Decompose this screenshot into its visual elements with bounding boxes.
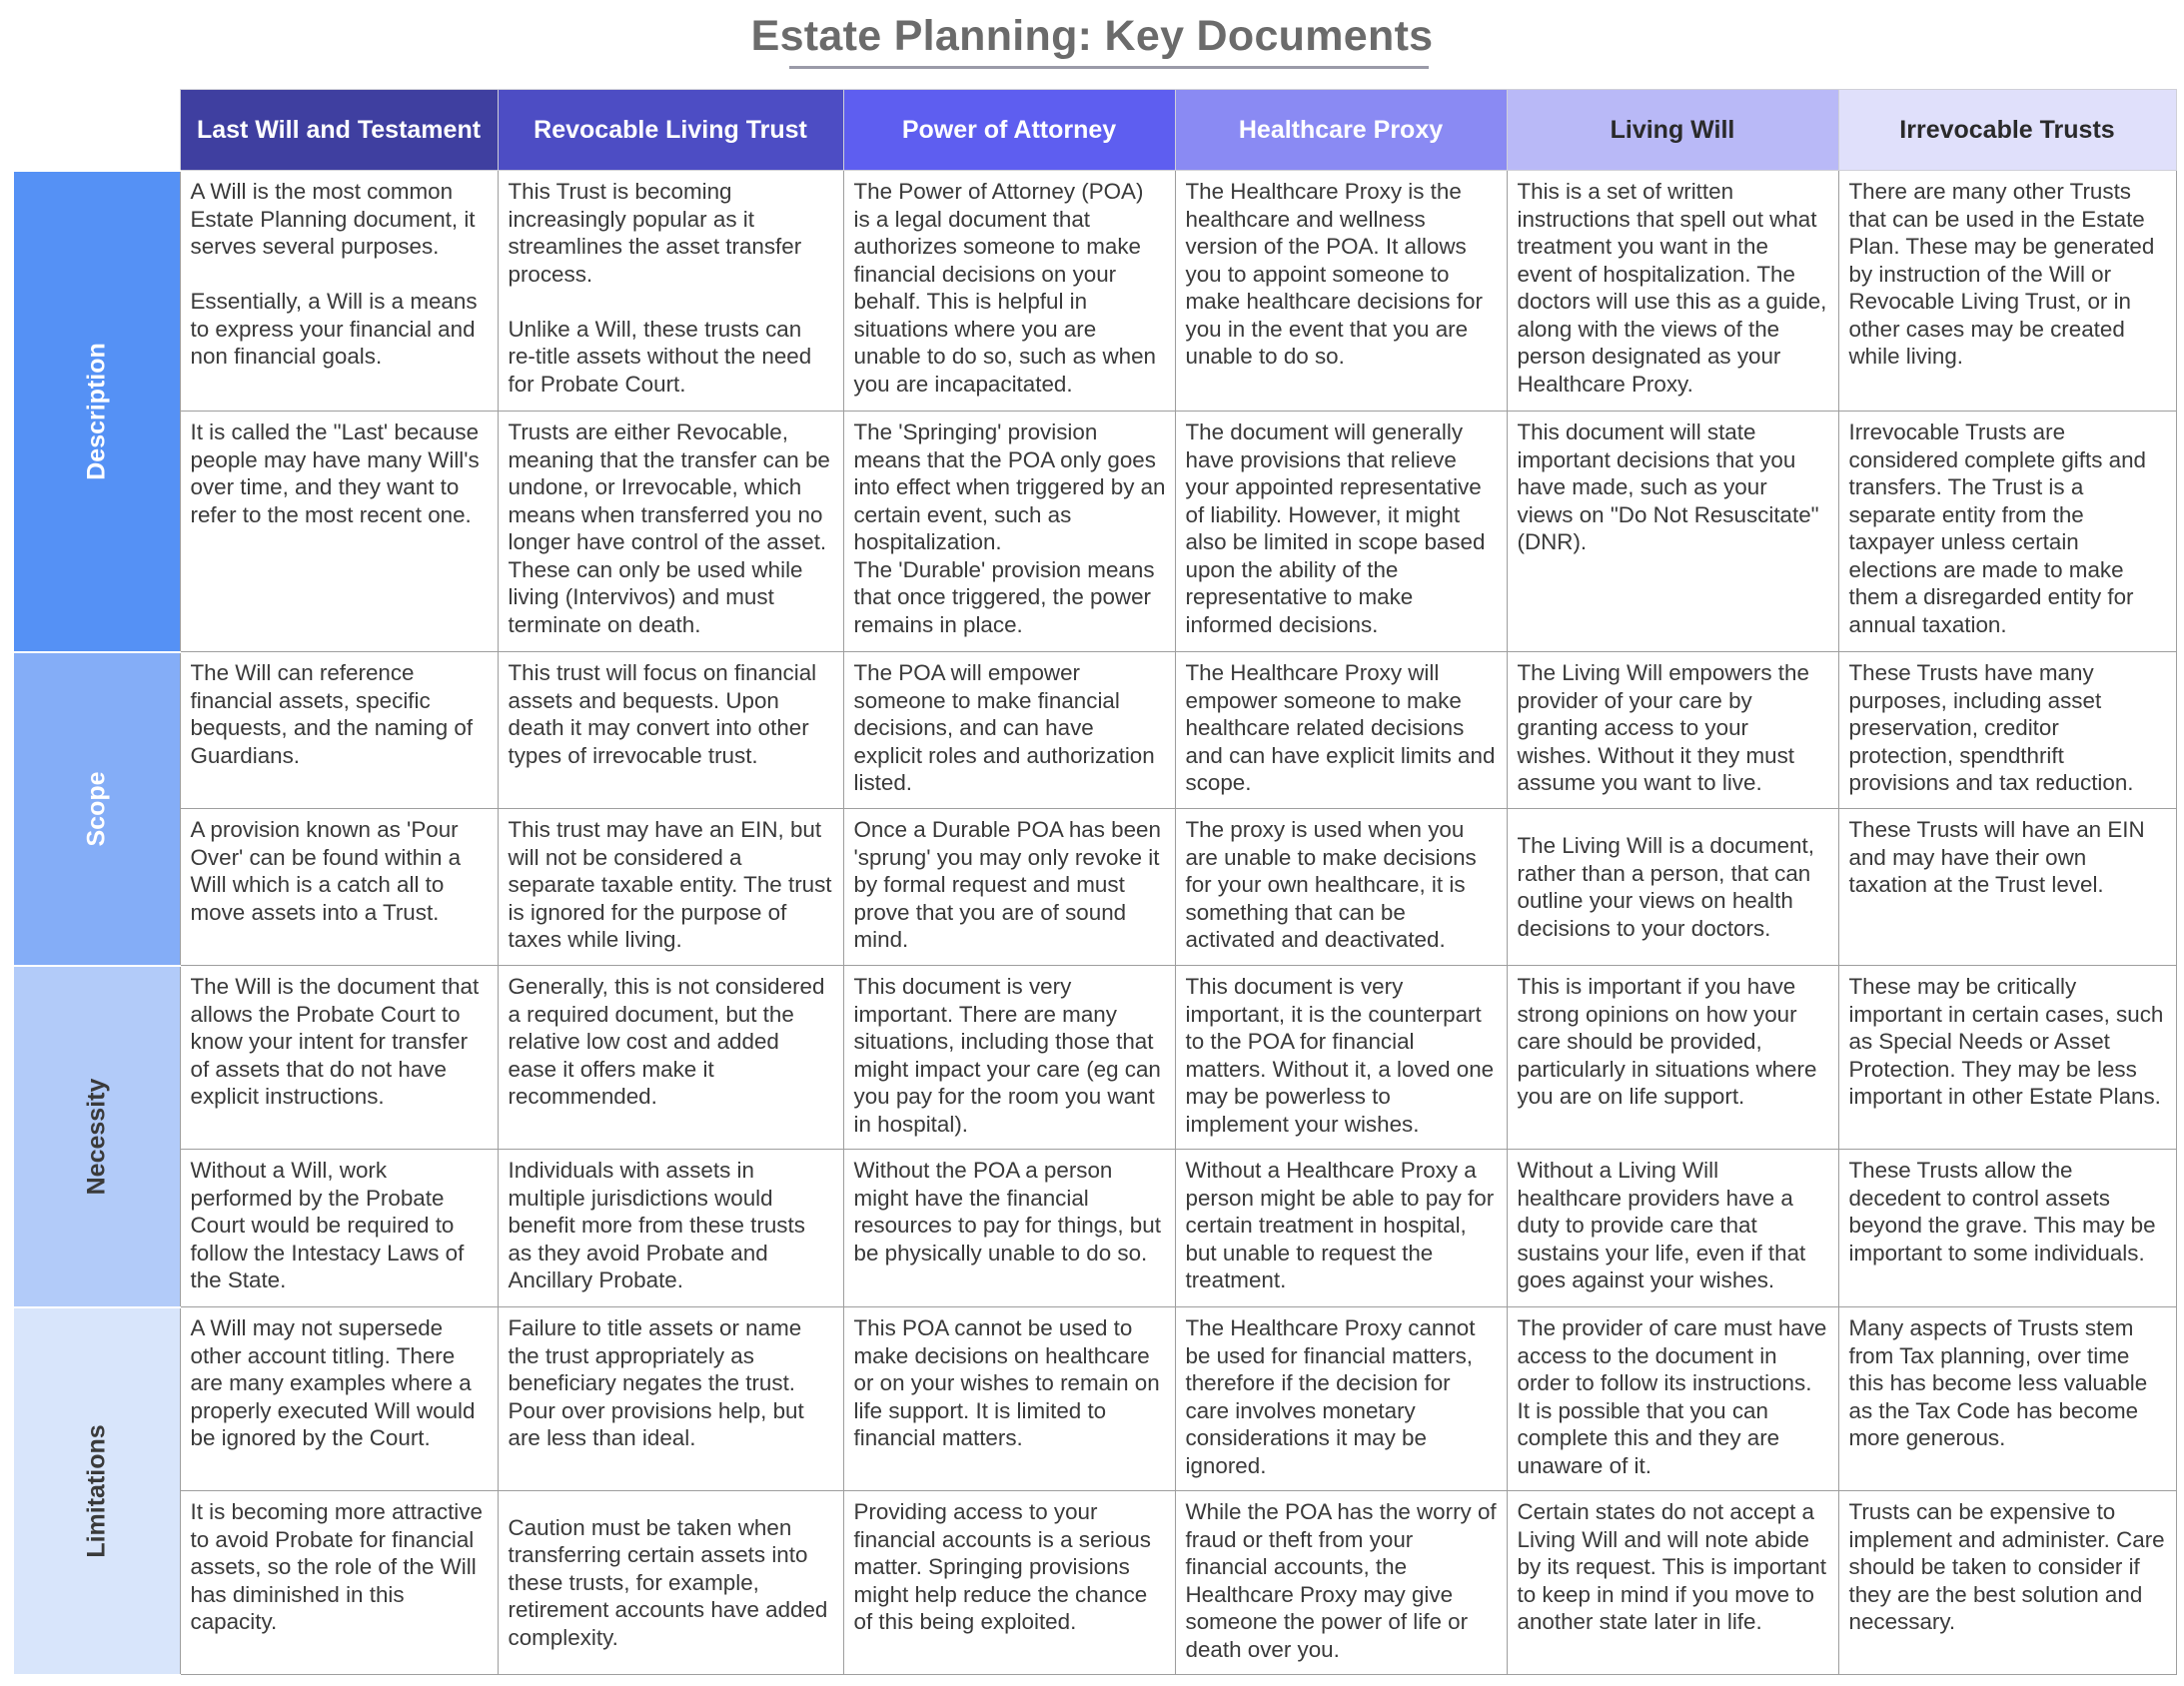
table-cell: Without a Will, work performed by the Probate Court would be required to follow the Intestacy Laws of the State. bbox=[180, 1150, 498, 1307]
table-cell: The Power of Attorney (POA) is a legal document that authorizes someone to make financial decisions on your behalf. This is helpful in situations where you are unable to do so, such as when you are incapacitated. bbox=[843, 171, 1175, 412]
column-header-power-of-attorney: Power of Attorney bbox=[843, 90, 1175, 171]
table-cell: This trust will focus on financial assets and bequests. Upon death it may convert into other types of irrevocable trust. bbox=[498, 652, 843, 809]
table-cell: The Will can reference financial assets, specific bequests, and the naming of Guardians. bbox=[180, 652, 498, 809]
table-cell: The Healthcare Proxy will empower someone to make healthcare related decisions and can have explicit limits and scope. bbox=[1175, 652, 1507, 809]
table-cell: The Will is the document that allows the Probate Court to know your intent for transfer of assets that do not have explicit instructions. bbox=[180, 966, 498, 1150]
table-cell: Many aspects of Trusts stem from Tax planning, over time this has become less valuable as the Tax Code has become more generous. bbox=[1838, 1307, 2176, 1491]
table-cell: This is important if you have strong opinions on how your care should be provided, particularly in situations where you are on life support. bbox=[1507, 966, 1838, 1150]
row-header-label: Description bbox=[82, 342, 111, 480]
title-underline bbox=[789, 66, 1429, 69]
table-cell: Without a Healthcare Proxy a person might be able to pay for certain treatment in hospital, but unable to request the treatment. bbox=[1175, 1150, 1507, 1307]
table-row bbox=[14, 809, 2176, 966]
table-cell: Caution must be taken when transferring certain assets into these trusts, for example, retirement accounts have added complexity. bbox=[498, 1491, 843, 1675]
table-cell: These Trusts allow the decedent to control assets beyond the grave. This may be important to some individuals. bbox=[1838, 1150, 2176, 1307]
table-row bbox=[14, 652, 2176, 809]
table-cell: The document will generally have provisions that relieve your appointed representative of liability. However, it might also be limited in scope based upon the ability of the representative to make informed decisions. bbox=[1175, 412, 1507, 652]
column-header-healthcare-proxy: Healthcare Proxy bbox=[1175, 90, 1507, 171]
row-header-label: Necessity bbox=[82, 1078, 111, 1195]
table-cell: Irrevocable Trusts are considered complete gifts and transfers. The Trust is a separate entity from the taxpayer unless certain elections are made to make them a disregarded entity for annual taxation. bbox=[1838, 412, 2176, 652]
table-cell: The Living Will is a document, rather than a person, that can outline your views on health decisions to your doctors. bbox=[1507, 809, 1838, 966]
column-header-last-will: Last Will and Testament bbox=[180, 90, 498, 171]
table-cell: This Trust is becoming increasingly popular as it streamlines the asset transfer process. Unlike a Will, these trusts can re-title assets without the need for Probate Court. bbox=[498, 171, 843, 412]
table-cell: The proxy is used when you are unable to make decisions for your own healthcare, it is something that can be activated and deactivated. bbox=[1175, 809, 1507, 966]
table-row bbox=[14, 966, 2176, 1150]
table-cell: The Living Will empowers the provider of your care by granting access to your wishes. Without it they must assume you want to live. bbox=[1507, 652, 1838, 809]
table-cell: Trusts can be expensive to implement and administer. Care should be taken to consider if they are the best solution and necessary. bbox=[1838, 1491, 2176, 1675]
corner-cell bbox=[14, 90, 180, 171]
column-header-living-will: Living Will bbox=[1507, 90, 1838, 171]
table-cell: This trust may have an EIN, but will not be considered a separate taxable entity. The trust is ignored for the purpose of taxes while living. bbox=[498, 809, 843, 966]
row-header-scope bbox=[14, 652, 180, 966]
table-cell: While the POA has the worry of fraud or theft from your financial accounts, the Healthcare Proxy may give someone the power of life or death over you. bbox=[1175, 1491, 1507, 1675]
table-cell: The 'Springing' provision means that the POA only goes into effect when triggered by an certain event, such as hospitalization. The 'Durable' provision means that once triggered, the power remains in place. bbox=[843, 412, 1175, 652]
table-cell: The Healthcare Proxy is the healthcare and wellness version of the POA. It allows you to appoint someone to make healthcare decisions for you in the event that you are unable to do so. bbox=[1175, 171, 1507, 412]
header-row bbox=[14, 90, 2176, 171]
table-cell: The provider of care must have access to the document in order to follow its instructions. It is possible that you can complete this and they are unaware of it. bbox=[1507, 1307, 1838, 1491]
table-cell: This document is very important. There are many situations, including those that might impact your care (eg can you pay for the room you want in hospital). bbox=[843, 966, 1175, 1150]
documents-table bbox=[14, 89, 2177, 1676]
table-cell: This POA cannot be used to make decisions on healthcare or on your wishes to remain on life support. It is limited to financial matters. bbox=[843, 1307, 1175, 1491]
table-cell: A Will may not supersede other account titling. There are many examples where a properly executed Will would be ignored by the Court. bbox=[180, 1307, 498, 1491]
table-cell: It is becoming more attractive to avoid Probate for financial assets, so the role of the Will has diminished in this capacity. bbox=[180, 1491, 498, 1675]
table-cell: It is called the "Last' because people may have many Will's over time, and they want to refer to the most recent one. bbox=[180, 412, 498, 652]
table-cell: Failure to title assets or name the trust appropriately as beneficiary negates the trust. Pour over provisions help, but are less than ideal. bbox=[498, 1307, 843, 1491]
table-cell: These may be critically important in certain cases, such as Special Needs or Asset Protection. They may be less important in other Estate Plans. bbox=[1838, 966, 2176, 1150]
table-cell: This document will state important decisions that you have made, such as your views on "Do Not Resuscitate" (DNR). bbox=[1507, 412, 1838, 652]
table-cell: Providing access to your financial accounts is a serious matter. Springing provisions might help reduce the chance of this being exploited. bbox=[843, 1491, 1175, 1675]
table-cell: Once a Durable POA has been 'sprung' you may only revoke it by formal request and must prove that you are of sound mind. bbox=[843, 809, 1175, 966]
table-cell: A provision known as 'Pour Over' can be found within a Will which is a catch all to move assets into a Trust. bbox=[180, 809, 498, 966]
page-title: Estate Planning: Key Documents bbox=[750, 12, 1434, 60]
row-header-label: Limitations bbox=[82, 1423, 111, 1558]
table-cell: This is a set of written instructions that spell out what treatment you want in the event of hospitalization. The doctors will use this as a guide, along with the views of the person designated as your Healthcare Proxy. bbox=[1507, 171, 1838, 412]
table-row bbox=[14, 1307, 2176, 1491]
table-row bbox=[14, 1491, 2176, 1675]
table-row bbox=[14, 412, 2176, 652]
table-cell: The POA will empower someone to make financial decisions, and can have explicit roles and authorization listed. bbox=[843, 652, 1175, 809]
table-cell: These Trusts will have an EIN and may have their own taxation at the Trust level. bbox=[1838, 809, 2176, 966]
table-cell: Trusts are either Revocable, meaning that the transfer can be undone, or Irrevocable, which means when transferred you no longer have control of the asset. These can only be used while living (Intervivos) and must terminate on death. bbox=[498, 412, 843, 652]
table-row bbox=[14, 171, 2176, 412]
row-header-limitations bbox=[14, 1307, 180, 1675]
table-cell: These Trusts have many purposes, including asset preservation, creditor protection, spendthrift provisions and tax reduction. bbox=[1838, 652, 2176, 809]
column-header-irrevocable-trusts: Irrevocable Trusts bbox=[1838, 90, 2176, 171]
row-header-description bbox=[14, 171, 180, 652]
column-header-revocable-living-trust: Revocable Living Trust bbox=[498, 90, 843, 171]
table-cell: Certain states do not accept a Living Will and will note abide by its request. This is important to keep in mind if you move to another state later in life. bbox=[1507, 1491, 1838, 1675]
row-header-necessity bbox=[14, 966, 180, 1307]
table-row bbox=[14, 1150, 2176, 1307]
table-cell: Without the POA a person might have the financial resources to pay for things, but be physically unable to do so. bbox=[843, 1150, 1175, 1307]
table-cell: There are many other Trusts that can be used in the Estate Plan. These may be generated by instruction of the Will or Revocable Living Trust, or in other cases may be created while living. bbox=[1838, 171, 2176, 412]
table-cell: Generally, this is not considered a required document, but the relative low cost and added ease it offers make it recommended. bbox=[498, 966, 843, 1150]
table-cell: Individuals with assets in multiple jurisdictions would benefit more from these trusts as they avoid Probate and Ancillary Probate. bbox=[498, 1150, 843, 1307]
table-cell: Without a Living Will healthcare providers have a duty to provide care that sustains your life, even if that goes against your wishes. bbox=[1507, 1150, 1838, 1307]
table-cell: The Healthcare Proxy cannot be used for financial matters, therefore if the decision for care involves monetary considerations it may be ignored. bbox=[1175, 1307, 1507, 1491]
table-cell: A Will is the most common Estate Planning document, it serves several purposes. Essentially, a Will is a means to express your financial and non financial goals. bbox=[180, 171, 498, 412]
table-cell: This document is very important, it is the counterpart to the POA for financial matters. Without it, a loved one may be powerless to implement your wishes. bbox=[1175, 966, 1507, 1150]
row-header-label: Scope bbox=[82, 770, 111, 847]
